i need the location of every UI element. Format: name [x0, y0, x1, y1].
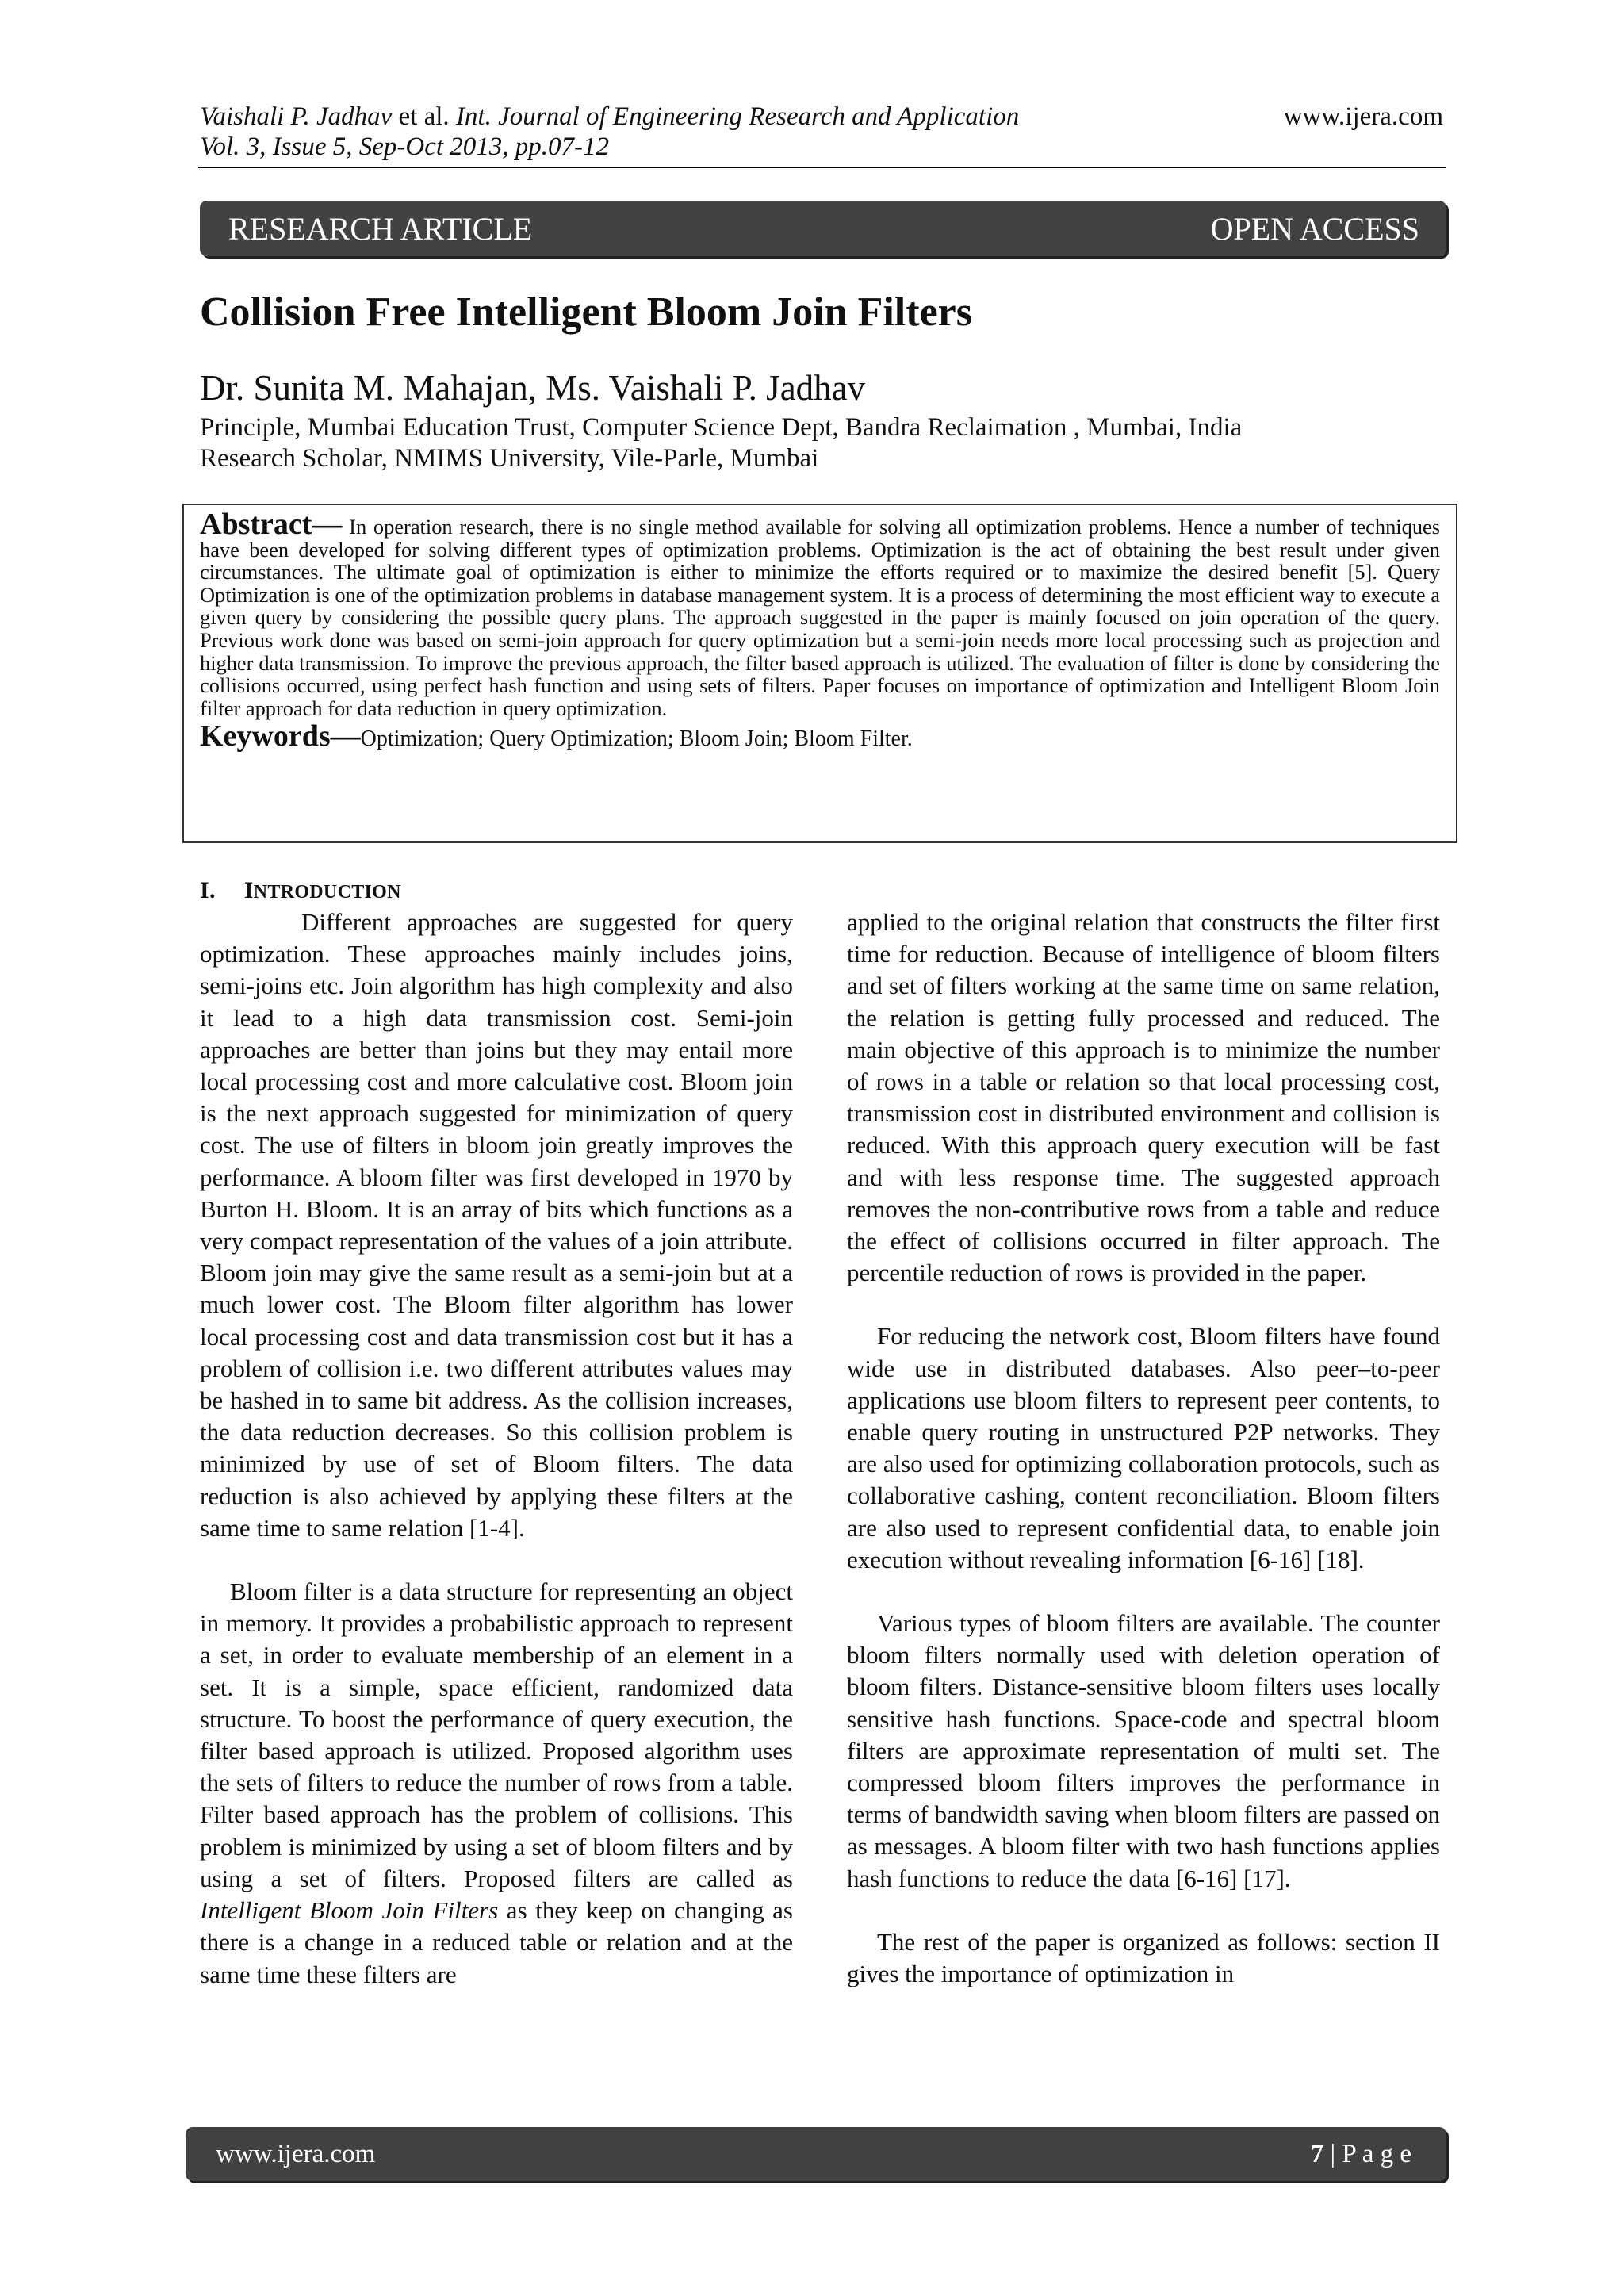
affiliation-1: Principle, Mumbai Education Trust, Computer Science Dept, Bandra Reclaimation , Mumbai, India — [200, 413, 1243, 442]
right-paragraph-2: For reducing the network cost, Bloom filters have found wide use in distributed databases. Also peer–to-peer applications use bloom filters to represent peer contents, to enable query routing in unstructured P2P networks. They are also used for optimizing collaboration protocols, such as collaborative cashing, content reconciliation. Bloom filters are also used to represent confidential data, to enable join execution without revealing information [6-16] [18]. — [847, 1322, 1440, 1573]
right-column — [847, 907, 1440, 1990]
header-journal: Int. Journal of Engineering Research and Application — [455, 102, 1020, 131]
page-word: | P a g e — [1323, 2139, 1411, 2168]
section-title-rest: NTRODUCTION — [253, 882, 401, 903]
intro-paragraph-2 — [200, 1576, 793, 1991]
running-header — [200, 102, 1019, 132]
header-author: Vaishali P. Jadhav — [200, 102, 393, 131]
p2-text-a: Bloom filter is a data structure for representing an object in memory. It provides a probabilistic approach to represent a set, in order to evaluate membership of an element in a set. It is a simple, space efficient, randomized data structure. To boost the performance of query execution, the filter based approach is utilized. Proposed algorithm uses the sets of filters to reduce the number of rows from a table. Filter based approach has the problem of collisions. This problem is minimized by using a set of bloom filters and by using a set of filters. Proposed filters are called as — [200, 1577, 793, 1892]
section-heading-introduction — [200, 876, 401, 907]
keywords-label: Keywords— — [200, 719, 361, 753]
article-type-banner — [200, 201, 1446, 256]
abstract-body — [200, 508, 1440, 720]
left-column — [200, 907, 793, 1991]
abstract-label: Abstract— — [200, 508, 343, 541]
header-volume: Vol. 3, Issue 5, Sep-Oct 2013, pp.07-12 — [200, 132, 610, 161]
header-website[interactable]: www.ijera.com — [1283, 102, 1443, 131]
affiliation-2: Research Scholar, NMIMS University, Vile-Parle, Mumbai — [200, 444, 819, 473]
page-number: 7 — [1310, 2139, 1324, 2168]
header-etal: et al. — [392, 102, 456, 131]
right-paragraph-4: The rest of the paper is organized as follows: section II gives the importance of optimization in — [847, 1927, 1440, 1988]
intro-paragraph-1: Different approaches are suggested for query optimization. These approaches mainly includes joins, semi-joins etc. Join algorithm has high complexity and also it lead to a high data transmission cost. Semi-join approaches are better than joins but they may entail more local processing cost and more calculative cost. Bloom join is the next approach suggested for minimization of query cost. The use of filters in bloom join greatly improves the performance. A bloom filter was first developed in 1970 by Burton H. Bloom. It is an array of bits which functions as a very compact representation of the values of a join attribute. Bloom join may give the same result as a semi-join but at a much lower cost. The Bloom filter algorithm has lower local processing cost and data transmission cost but it has a problem of collision i.e. two different attributes values may be hashed in to same bit address. As the collision increases, the data reduction decreases. So this collision problem is minimized by use of set of Bloom filters. The data reduction is also achieved by applying these filters at the same time to same relation [1-4]. — [200, 908, 793, 1542]
header-rule — [198, 167, 1446, 168]
page-footer — [186, 2127, 1446, 2181]
research-article-label: RESEARCH ARTICLE — [228, 210, 533, 247]
open-access-label: OPEN ACCESS — [1210, 210, 1419, 247]
right-paragraph-1: applied to the original relation that constructs the filter first time for reduction. Because of intelligence of bloom filters and set of filters working at the same time on same relation, the relation is getting fully processed and reduced. The main objective of this approach is to minimize the number of rows in a table or relation so that local processing cost, transmission cost in distributed environment and collision is reduced. With this approach query execution will be fast and with less response time. The suggested approach removes the non-contributive rows from a table and reduce the effect of collisions occurred in filter approach. The percentile reduction of rows is provided in the paper. — [847, 908, 1440, 1287]
paper-title: Collision Free Intelligent Bloom Join Filters — [200, 289, 972, 335]
section-number: I. — [200, 877, 216, 903]
author-list: Dr. Sunita M. Mahajan, Ms. Vaishali P. Jadhav — [200, 368, 866, 408]
p2-text-b: as they keep on changing as there is a change in a reduced table or relation and at the same time these filters are — [200, 1896, 793, 1988]
section-title-first: I — [243, 877, 254, 903]
abstract-box — [182, 504, 1457, 843]
keywords-line — [200, 721, 1440, 754]
p2-italic-term: Intelligent Bloom Join Filters — [200, 1896, 499, 1925]
footer-website[interactable]: www.ijera.com — [216, 2139, 376, 2168]
keywords-text: Optimization; Query Optimization; Bloom Join; Bloom Filter. — [360, 726, 913, 752]
abstract-text: In operation research, there is no single method available for solving all optimization problems. Hence a number of techniques have been developed for solving different types of optimization problems. Optimization is the act of obtaining the best result under given circumstances. The ultimate goal of optimization is either to minimize the efforts required or to maximize the desired benefit [5]. Query Optimization is one of the optimization problems in database management system. It is a process of determining the most efficient way to execute a given query by considering the possible query plans. The approach suggested in the paper is mainly focused on join operation of the query. Previous work done was based on semi-join approach for query optimization but a semi-join needs more local processing such as projection and higher data transmission. To improve the previous approach, the filter based approach is utilized. The evaluation of filter is done by considering the collisions occurred, using perfect hash function and using sets of filters. Paper focuses on importance of optimization and Intelligent Bloom Join filter approach for data reduction in query optimization. — [200, 515, 1440, 720]
right-paragraph-3: Various types of bloom filters are available. The counter bloom filters normally used with deletion operation of bloom filters. Distance-sensitive bloom filters uses locally sensitive hash functions. Space-code and spectral bloom filters are approximate representation of multi set. The compressed bloom filters improves the performance in terms of bandwidth saving when bloom filters are passed on as messages. A bloom filter with two hash functions applies hash functions to reduce the data [6-16] [17]. — [847, 1609, 1440, 1892]
page-number-label — [1311, 2140, 1411, 2169]
